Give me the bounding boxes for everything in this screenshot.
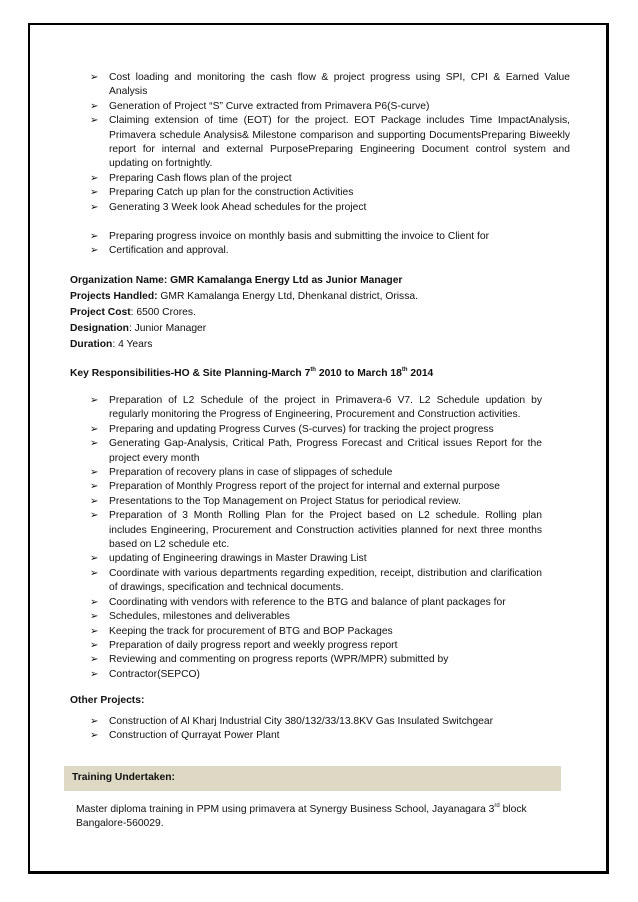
list-item-text: Construction of Al Kharj Industrial City 380/132/33/13.8KV Gas Insulated Switchgear <box>109 716 494 727</box>
training-heading: Training Undertaken: <box>64 766 561 791</box>
arrow-bullet-icon: ➢ <box>90 481 99 493</box>
arrow-bullet-icon: ➢ <box>90 100 99 112</box>
list-item-text: Certification and approval. <box>109 245 229 257</box>
list-item-text: Claiming extension of time (EOT) for the project. EOT Package includes Time ImpactAnalysis, Primavera schedule Analysis& Milestone comparison and supporting DocumentsPreparing Biweekly report for internal and external PurposePreparing Engineering Document control system and updating on fortnightly. <box>109 115 570 170</box>
list-item <box>90 480 542 494</box>
list-item-text: Keeping the track for procurement of BTG and BOP Packages <box>109 625 393 637</box>
list-item-text: Coordinating with vendors with reference to the BTG and balance of plant packages for <box>109 596 506 608</box>
list-item <box>90 509 542 552</box>
responsibilities-heading: Key Responsibilities-HO & Site Planning-March 7th 2010 to March 18th 2014 <box>70 367 434 379</box>
list-item-text: Reviewing and commenting on progress reports (WPR/MPR) submitted by <box>109 654 449 666</box>
list-item-text: Preparing progress invoice on monthly basis and submitting the invoice to Client for <box>109 231 490 242</box>
list-item-text: Preparation of daily progress report and weekly progress report <box>109 639 398 651</box>
arrow-bullet-icon: ➢ <box>90 115 99 127</box>
list-item <box>90 495 542 509</box>
project-cost: Project Cost: 6500 Crores. <box>70 307 196 318</box>
arrow-bullet-icon: ➢ <box>90 639 99 651</box>
list-item-text: Preparation of L2 Schedule of the project in Primavera-6 V7. L2 Schedule updation by regularly monitoring the Progress of Engineering, Procurement and Construction activities. <box>109 395 542 421</box>
other-projects-heading: Other Projects: <box>70 695 145 706</box>
list-item-text: Coordinate with various departments regarding expedition, receipt, distribution and clarification of drawings, specification and technical documents. <box>109 567 542 594</box>
list-item <box>90 610 542 624</box>
arrow-bullet-icon: ➢ <box>90 467 99 479</box>
arrow-bullet-icon: ➢ <box>90 438 99 450</box>
list-item <box>90 114 570 172</box>
list-item-text: Contractor(SEPCO) <box>109 668 200 680</box>
list-item <box>90 653 542 667</box>
list-item <box>90 186 570 200</box>
duration: Duration: 4 Years <box>70 339 153 350</box>
arrow-bullet-icon: ➢ <box>90 668 99 680</box>
arrow-bullet-icon: ➢ <box>90 495 99 507</box>
invoice-list <box>90 230 570 259</box>
list-item <box>90 466 542 480</box>
list-item <box>90 596 542 610</box>
arrow-bullet-icon: ➢ <box>90 596 99 608</box>
list-item-text: Schedules, milestones and deliverables <box>109 611 290 623</box>
arrow-bullet-icon: ➢ <box>90 553 99 565</box>
arrow-bullet-icon: ➢ <box>90 201 99 213</box>
list-item-text: Generating 3 Week look Ahead schedules for the project <box>109 201 367 213</box>
designation: Designation: Junior Manager <box>70 323 207 334</box>
arrow-bullet-icon: ➢ <box>90 716 99 727</box>
arrow-bullet-icon: ➢ <box>90 72 99 83</box>
list-item-text: Generating Gap-Analysis, Critical Path, Progress Forecast and Critical issues Report for the project every month <box>109 438 542 464</box>
list-item <box>90 437 542 466</box>
list-item-text: Preparing and updating Progress Curves (S-curves) for tracking the project progress <box>109 423 494 435</box>
list-item <box>90 230 570 244</box>
arrow-bullet-icon: ➢ <box>90 625 99 637</box>
list-item-text: Generation of Project “S” Curve extracted from Primavera P6(S-curve) <box>109 100 430 112</box>
list-item-text: Cost loading and monitoring the cash flow & project progress using SPI, CPI & Earned Value Analysis <box>109 72 570 98</box>
arrow-bullet-icon: ➢ <box>90 567 99 579</box>
list-item <box>90 729 570 743</box>
arrow-bullet-icon: ➢ <box>90 510 99 522</box>
arrow-bullet-icon: ➢ <box>90 172 99 184</box>
list-item <box>90 71 570 100</box>
list-item <box>90 172 570 186</box>
list-item <box>90 567 542 596</box>
list-item <box>90 201 570 215</box>
projects-handled: Projects Handled: GMR Kamalanga Energy Ltd, Dhenkanal district, Orissa. <box>70 291 418 302</box>
organization-line: Organization Name: GMR Kamalanga Energy Ltd as Junior Manager <box>70 275 403 286</box>
list-item <box>90 244 570 258</box>
list-item-text: Preparation of recovery plans in case of slippages of schedule <box>109 467 393 479</box>
arrow-bullet-icon: ➢ <box>90 611 99 623</box>
list-item <box>90 100 570 114</box>
arrow-bullet-icon: ➢ <box>90 395 99 406</box>
other-projects-list <box>90 715 570 744</box>
arrow-bullet-icon: ➢ <box>90 187 99 199</box>
list-item-text: Preparation of 3 Month Rolling Plan for the Project based on L2 schedule. Rolling plan includes Engineering, Procurement and Construction activities planned for next three months based on L2 schedule etc. <box>109 510 542 551</box>
list-item-text: Preparing Cash flows plan of the project <box>109 172 292 184</box>
list-item <box>90 423 542 437</box>
list-item <box>90 552 542 566</box>
responsibilities-list <box>90 394 542 682</box>
list-item <box>90 394 542 423</box>
arrow-bullet-icon: ➢ <box>90 730 99 742</box>
list-item-text: Preparation of Monthly Progress report of the project for internal and external purpose <box>109 481 500 493</box>
list-item <box>90 715 570 729</box>
task-list <box>90 71 570 215</box>
list-item-text: updating of Engineering drawings in Master Drawing List <box>109 553 367 565</box>
list-item-text: Presentations to the Top Management on Project Status for periodical review. <box>109 495 461 507</box>
arrow-bullet-icon: ➢ <box>90 231 99 242</box>
list-item <box>90 625 542 639</box>
list-item <box>90 639 542 653</box>
training-text: Master diploma training in PPM using primavera at Synergy Business School, Jayanagara 3rd block Bangalore-560029. <box>76 803 527 830</box>
arrow-bullet-icon: ➢ <box>90 423 99 435</box>
list-item-text: Construction of Qurrayat Power Plant <box>109 730 280 742</box>
list-item <box>90 668 542 682</box>
arrow-bullet-icon: ➢ <box>90 245 99 257</box>
arrow-bullet-icon: ➢ <box>90 654 99 666</box>
list-item-text: Preparing Catch up plan for the construction Activities <box>109 187 354 199</box>
